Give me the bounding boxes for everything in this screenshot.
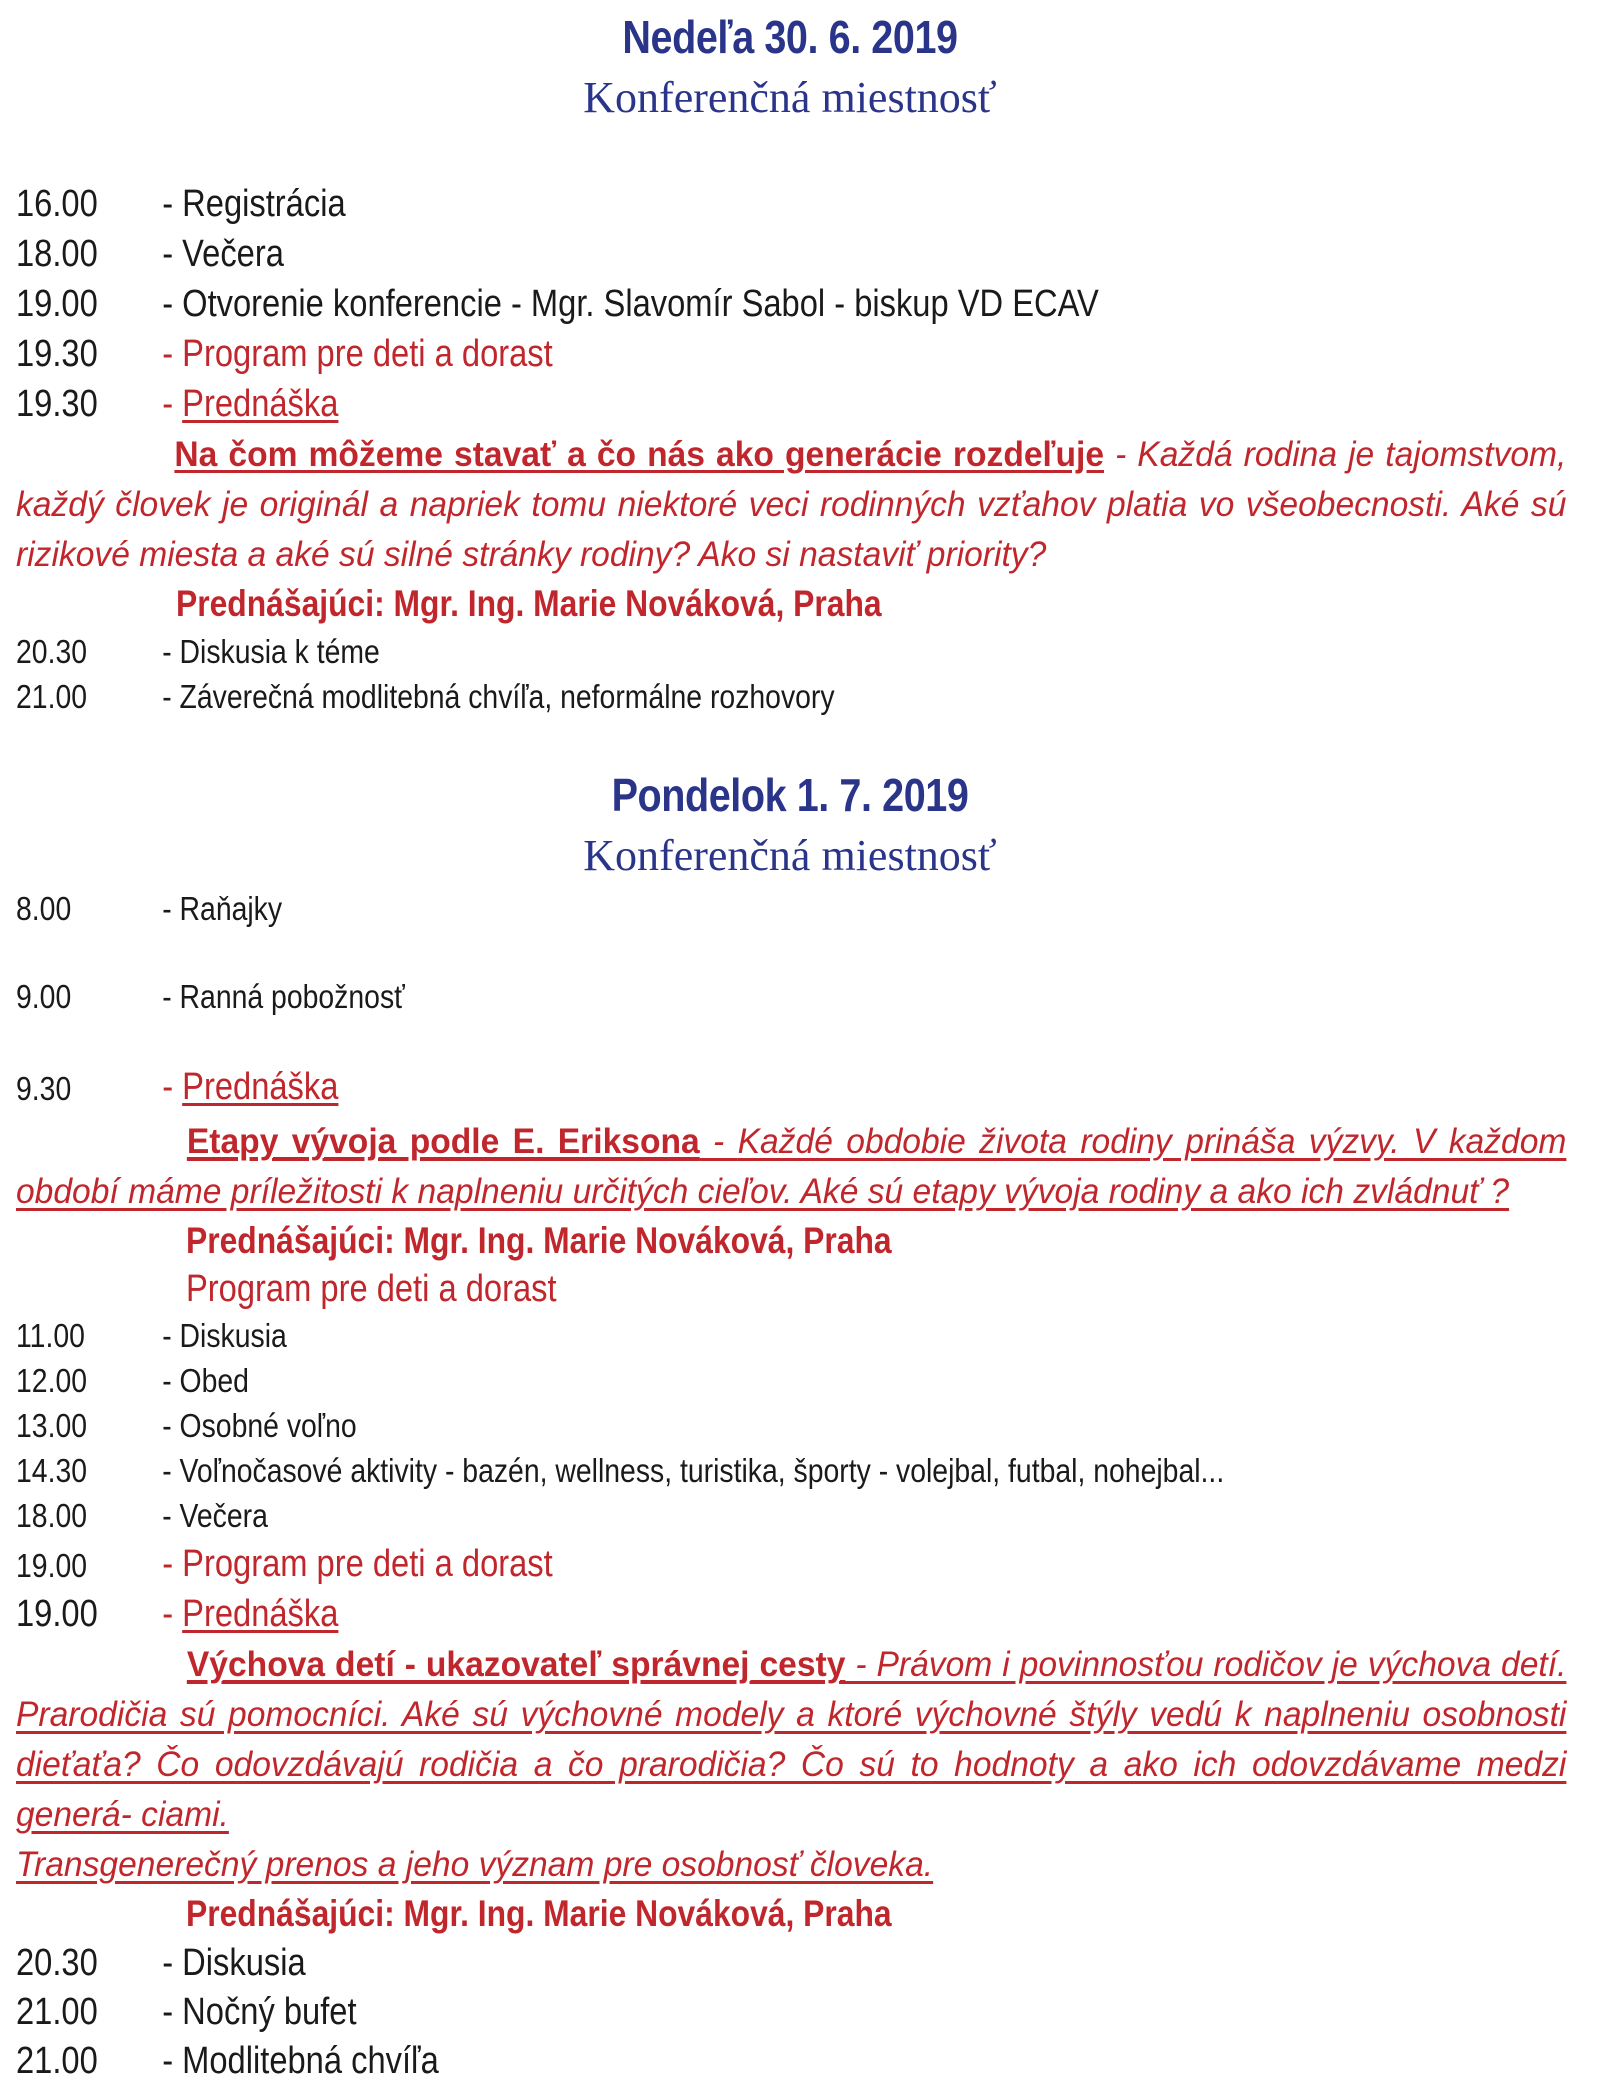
row-time: 19.00 (16, 1593, 98, 1635)
row-time: 12.00 (16, 1362, 88, 1399)
row-time: 21.00 (16, 1991, 98, 2033)
row-activity: - Ranná pobožnosť (162, 978, 405, 1015)
row-time: 19.00 (16, 1547, 88, 1584)
row-time: 8.00 (16, 890, 72, 927)
row-activity-lecture: - Prednáška (162, 383, 339, 425)
row-activity: - Raňajky (162, 890, 283, 927)
row-time: 11.00 (16, 1317, 85, 1354)
kids-program: Program pre deti a dorast (186, 1268, 557, 1310)
lecture-description: Právom i povinnosťou rodičov je výchova detí. Prarodičia sú pomocníci. Aké sú výchovné modely a ktoré výchovné štýly vedú k naplneniu osobnosti dieťaťa? Čo odovzdávajú rodičia a čo prarodičia? Čo sú to hodnoty a ako ich odovzdávame medzi generá- ciami. (16, 1645, 1567, 1834)
row-activity: - Diskusia (162, 1317, 287, 1354)
lecture-extra-line: Transgenerečný prenos a jeho význam pre osobnosť človeka. (16, 1845, 934, 1884)
day1-room: Konferenčná miestnosť (583, 73, 997, 122)
day1-title: Nedeľa 30. 6. 2019 (622, 11, 958, 63)
day2-lecture2: Výchova detí - ukazovateľ správnej cesty - Právom i povinnosťou rodičov je výchova detí. Prarodičia sú pomocníci. Aké sú výchovné modely a ktoré výchovné štýly vedú k naplneniu osobnosti dieťaťa? Čo odovzdávajú rodičia a čo prarodičia? Čo sú to hodnoty a ako ich odovzdávame medzi generá- ciami. (16, 1645, 1567, 1834)
row-activity: - Záverečná modlitebná chvíľa, neformálne rozhovory (162, 678, 835, 715)
row-activity: - Nočný bufet (162, 1991, 357, 2033)
row-activity-lecture: - Prednáška (162, 1593, 339, 1635)
row-time: 16.00 (16, 183, 98, 225)
day2-room: Konferenčná miestnosť (583, 831, 997, 880)
row-activity: - Večera (162, 1497, 268, 1534)
lecture-title: Etapy vývoja podle E. Eriksona (186, 1122, 700, 1161)
row-activity-lecture: - Prednáška (162, 1066, 339, 1108)
lecture-speaker: Prednášajúci: Mgr. Ing. Marie Nováková, Praha (176, 583, 882, 624)
lecture-description: Každá rodina je tajomstvom, každý človek je originál a napriek tomu niektoré veci rodinných vzťahov platia vo všeobecnosti. Aké sú rizikové miesta a aké sú silné stránky rodiny? Ako si nastaviť priority? (16, 435, 1567, 574)
row-activity: - Modlitebná chvíľa (162, 2040, 439, 2082)
row-activity: - Diskusia (162, 1942, 306, 1984)
row-activity-kids: - Program pre deti a dorast (162, 1543, 553, 1585)
lecture-speaker: Prednášajúci: Mgr. Ing. Marie Nováková, Praha (186, 1220, 892, 1261)
lecture-label: Prednáška (182, 1066, 339, 1108)
lecture-label: Prednáška (182, 383, 339, 425)
row-activity: - Registrácia (162, 183, 346, 225)
row-activity: - Otvorenie konferencie - Mgr. Slavomír Sabol - biskup VD ECAV (162, 283, 1099, 325)
day2-lecture1: Etapy vývoja podle E. Eriksona - Každé obdobie života rodiny prináša výzvy. V každom období máme príležitosti k naplneniu určitých cieľov. Aké sú etapy vývoja rodiny a ako ich zvládnuť ? (16, 1122, 1567, 1211)
day1-lecture: Na čom môžeme stavať a čo nás ako generácie rozdeľuje - Každá rodina je tajomstvom, každý človek je originál a napriek tomu niektoré veci rodinných vzťahov platia vo všeobecnosti. Aké sú rizikové miesta a aké sú silné stránky rodiny? Ako si nastaviť priority? (16, 435, 1567, 574)
lecture-title: Výchova detí - ukazovateľ správnej cesty (186, 1645, 846, 1684)
row-time: 19.30 (16, 383, 98, 425)
lecture-description: Každé obdobie života rodiny prináša výzvy. V každom období máme príležitosti k naplneniu určitých cieľov. Aké sú etapy vývoja rodiny a ako ich zvládnuť ? (16, 1122, 1567, 1211)
row-activity: - Osobné voľno (162, 1407, 357, 1444)
row-activity: - Večera (162, 233, 284, 275)
lecture-speaker: Prednášajúci: Mgr. Ing. Marie Nováková, Praha (186, 1893, 892, 1934)
row-time: 21.00 (16, 678, 88, 715)
row-time: 20.30 (16, 1942, 98, 1984)
row-activity: - Obed (162, 1362, 249, 1399)
row-time: 18.00 (16, 233, 98, 275)
row-time: 18.00 (16, 1497, 88, 1534)
row-time: 9.30 (16, 1070, 72, 1107)
lecture-title: Na čom môžeme stavať a čo nás ako generácie rozdeľuje (174, 435, 1105, 474)
row-time: 9.00 (16, 978, 72, 1015)
row-time: 13.00 (16, 1407, 88, 1444)
row-time: 21.00 (16, 2040, 98, 2082)
row-activity: - Voľnočasové aktivity - bazén, wellness, turistika, športy - volejbal, futbal, nohejbal... (162, 1452, 1225, 1489)
row-time: 19.30 (16, 333, 98, 375)
row-time: 20.30 (16, 633, 88, 670)
row-activity: - Diskusia k téme (162, 633, 380, 670)
row-time: 14.30 (16, 1452, 88, 1489)
day2-title: Pondelok 1. 7. 2019 (611, 769, 969, 821)
lecture-label: Prednáška (182, 1593, 339, 1635)
row-activity-kids: - Program pre deti a dorast (162, 333, 553, 375)
row-time: 19.00 (16, 283, 98, 325)
